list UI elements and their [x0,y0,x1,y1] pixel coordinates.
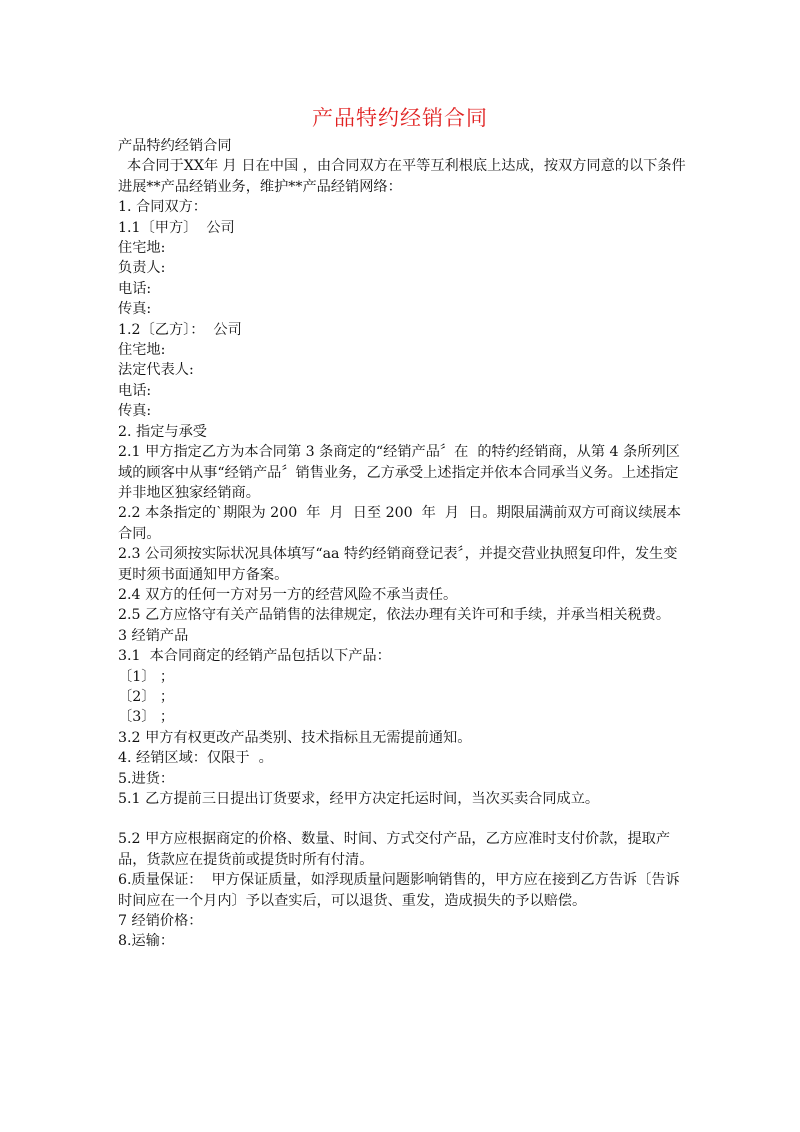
paragraph-line: 1. 合同双方： [118,199,207,216]
paragraph-line: 电话: [118,382,152,399]
paragraph-line: 6.质量保证： 甲方保证质量，如浮现质量问题影响销售的，甲方应在接到乙方告诉〔告诉时间应在一个月内〕予以查实后，可以退货、重发，造成损失的予以赔偿。 [118,872,680,909]
paragraph-line: 3.1 本合同商定的经销产品包括以下产品： [118,648,391,665]
paragraph-line: 4. 经销区域：仅限于 。 [118,750,273,767]
paragraph-line: 2.5 乙方应恪守有关产品销售的法律规定，依法办理有关许可和手续，并承当相关税费。 [118,607,671,624]
paragraph-line: 3.2 甲方有权更改产品类别、技术指标且无需提前通知。 [118,729,472,746]
paragraph-line: 2.4 双方的任何一方对另一方的经营风险不承当责任。 [118,586,458,603]
blank-line [118,809,690,829]
paragraph-line: 1.1〔甲方〕 公司 [118,219,235,236]
paragraph-line: 法定代表人: [118,362,194,379]
paragraph-line: 〔1〕 ； [118,668,175,685]
paragraph-line: 3 经销产品 [118,627,189,644]
paragraph-line: 本合同于XX年 月 日在中国 ，由合同双方在平等互利根底上达成，按双方同意的以下条件进展**产品经销业务，维护**产品经销网络： [118,158,686,195]
paragraph-line: 2.3 公司须按实际状况具体填写“aa 特约经销商登记表〞，并提交营业执照复印件，发生变更时须书面通知甲方备案。 [118,546,678,583]
paragraph-line: 1.2〔乙方〕： 公司 [118,321,242,338]
paragraph-line: 〔3〕 ； [118,709,175,726]
paragraph-line: 负责人: [118,260,166,277]
paragraph-line: 2.2 本条指定的`期限为 200 年 月 日至 200 年 月 日。期限届满前双方可商议续展本合同。 [118,505,681,542]
document-title: 产品特约经销合同 [312,106,488,130]
paragraph-line: 传真: [118,301,152,318]
paragraph-line: 2.1 甲方指定乙方为本合同第 3 条商定的“经销产品〞在 的特约经销商，从第 4 条所列区域的顾客中从事“经销产品〞销售业务，乙方承受上述指定并依本合同承当义务。上述指定并非地区独家经销商。 [118,444,680,501]
paragraph-line: 住宅地: [118,342,166,359]
paragraph-line: 电话: [118,280,152,297]
paragraph-line: 8.运输： [118,933,175,950]
paragraph-line: 〔2〕 ； [118,688,175,705]
paragraph-line: 住宅地: [118,240,166,257]
paragraph-line: 5.1 乙方提前三日提出订货要求，经甲方决定托运时间，当次买卖合同成立。 [118,791,600,807]
paragraph-line: 5.进货： [118,770,175,787]
paragraph-line: 2. 指定与承受 [118,423,207,440]
paragraph-line: 7 经销价格： [118,913,203,930]
paragraph-line: 产品特约经销合同 [118,138,232,154]
paragraph-line: 传真: [118,403,152,420]
document-body [118,136,690,952]
paragraph-line: 5.2 甲方应根据商定的价格、数量、时间、方式交付产品，乙方应准时支付价款，提取产品，货款应在提货前或提货时所有付清。 [118,831,671,868]
